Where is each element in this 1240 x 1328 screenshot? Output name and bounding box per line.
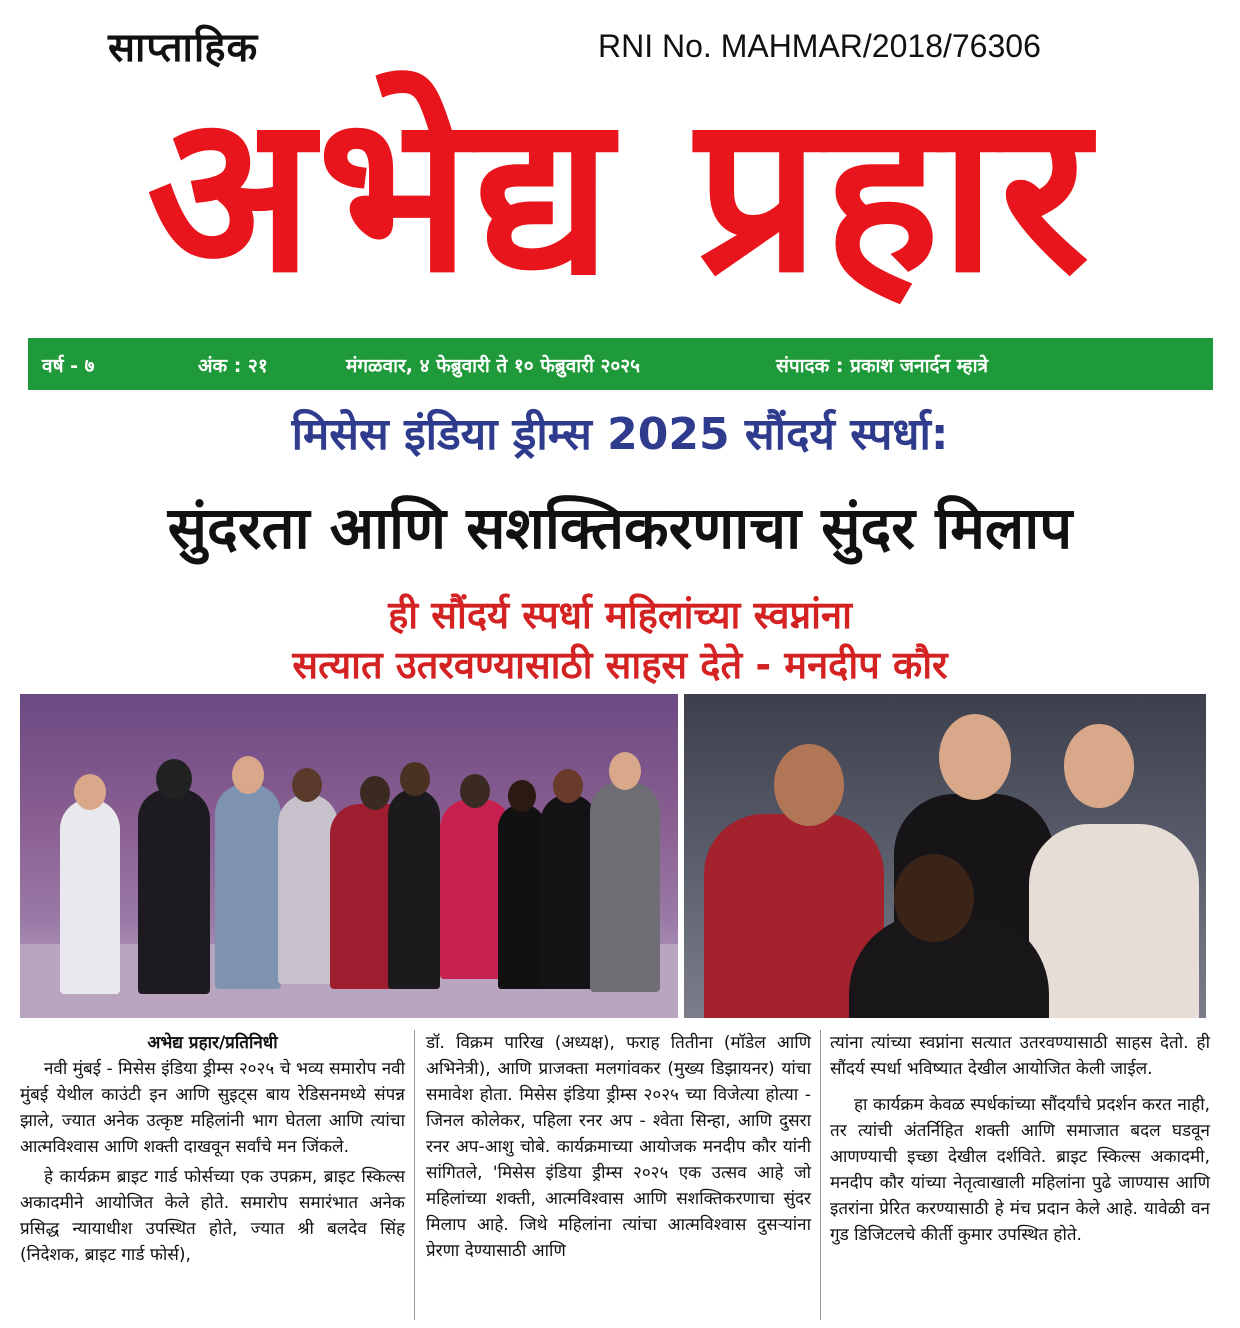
subheadline-line-1: ही सौंदर्य स्पर्धा महिलांच्या स्वप्नांना: [388, 593, 852, 637]
headline-primary: मिसेस इंडिया ड्रीम्स 2025 सौंदर्य स्पर्धा:: [291, 409, 949, 460]
newspaper-title: अभेद्य प्रहार: [146, 68, 1094, 321]
headline-main: सुंदरता आणि सशक्तिकरणाचा सुंदर मिलाप: [167, 494, 1073, 562]
article-paragraph: हा कार्यक्रम केवळ स्पर्धकांच्या सौंदर्यांचे प्रदर्शन करत नाही, तर त्यांची अंतर्निहित शक्ती आणि समाजात बदल घडवून आणण्याची इच्छा देखील दर्शविते. ब्राइट स्किल्स अकादमी, मनदीप कौर यांच्या नेतृत्वाखाली महिलांना पुढे जाण्यास आणि इतरांना प्रेरित करण्यासाठी हे मंच प्रदान केले आहे. यावेळी वन गुड डिजिटलचे कीर्ती कुमार उपस्थित होते.: [830, 1095, 1210, 1245]
byline: अभेद्य प्रहार/प्रतिनिधी: [147, 1033, 278, 1053]
year-label: वर्ष - ७: [42, 355, 95, 377]
article-paragraph: नवी मुंबई - मिसेस इंडिया ड्रीम्स २०२५ चे भव्य समारोप नवी मुंबई येथील काउंटी इन आणि सुइट्स बाय रेडिसनमध्ये संपन्न झाले, ज्यात अनेक उत्कृष्ट महिलांनी भाग घेतला आणि त्यांचा आत्मविश्वास आणि शक्ती दाखवून सर्वांचे मन जिंकले.: [20, 1059, 405, 1157]
article-paragraph: त्यांना त्यांच्या स्वप्नांना सत्यात उतरवण्यासाठी साहस देतो. ही सौंदर्य स्पर्धा भविष्यात देखील आयोजित केली जाईल.: [830, 1033, 1210, 1079]
issue-info-bar: [28, 338, 1213, 390]
article-column-2: [426, 1030, 811, 1264]
article-paragraph: हे कार्यक्रम ब्राइट गार्ड फोर्सच्या एक उपक्रम, ब्राइट स्किल्स अकादमीने आयोजित केले होते. समारोप समारंभात अनेक प्रसिद्ध न्यायाधीश उपस्थित होते, ज्यात श्री बलदेव सिंह (निदेशक, ब्राइट गार्ड फोर्स),: [20, 1167, 405, 1265]
column-divider: [414, 1030, 415, 1320]
article-column-3: [830, 1030, 1210, 1248]
editor-label: संपादक : प्रकाश जनार्दन म्हात्रे: [776, 355, 988, 377]
article-paragraph: डॉ. विक्रम पारिख (अध्यक्ष), फराह तितीना (मॉडेल आणि अभिनेत्री), आणि प्राजक्ता मलगांवकर (मुख्य डिझायनर) यांचा समावेश होता. मिसेस इंडिया ड्रीम्स २०२५ च्या विजेत्या होत्या - जिनल कोलेकर, पहिला रनर अप - श्वेता सिन्हा, आणि दुसरा रनर अप-आशु चोबे. कार्यक्रमाच्या आयोजक मनदीप कौर यांनी सांगितले, 'मिसेस इंडिया ड्रीम्स २०२५ एक उत्सव आहे जो महिलांच्या शक्ती, आत्मविश्वास आणि सशक्तिकरणाचा सुंदर मिलाप आहे. जिथे महिलांना त्यांचा आत्मविश्वास दुसऱ्यांना प्रेरणा देण्यासाठी आणि: [426, 1033, 811, 1261]
date-label: मंगळवार, ४ फेब्रुवारी ते १० फेब्रुवारी २०२५: [346, 355, 641, 377]
article-column-1: [20, 1030, 405, 1268]
column-divider: [820, 1030, 821, 1320]
issue-label: अंक : २१: [198, 355, 268, 377]
masthead-label: साप्ताहिक: [108, 25, 259, 71]
winners-photo: [684, 694, 1206, 1018]
rni-number: RNI No. MAHMAR/2018/76306: [598, 28, 1041, 64]
event-group-photo: [20, 694, 678, 1018]
subheadline-line-2: सत्यात उतरवण्यासाठी साहस देते - मनदीप कौर: [292, 643, 948, 687]
